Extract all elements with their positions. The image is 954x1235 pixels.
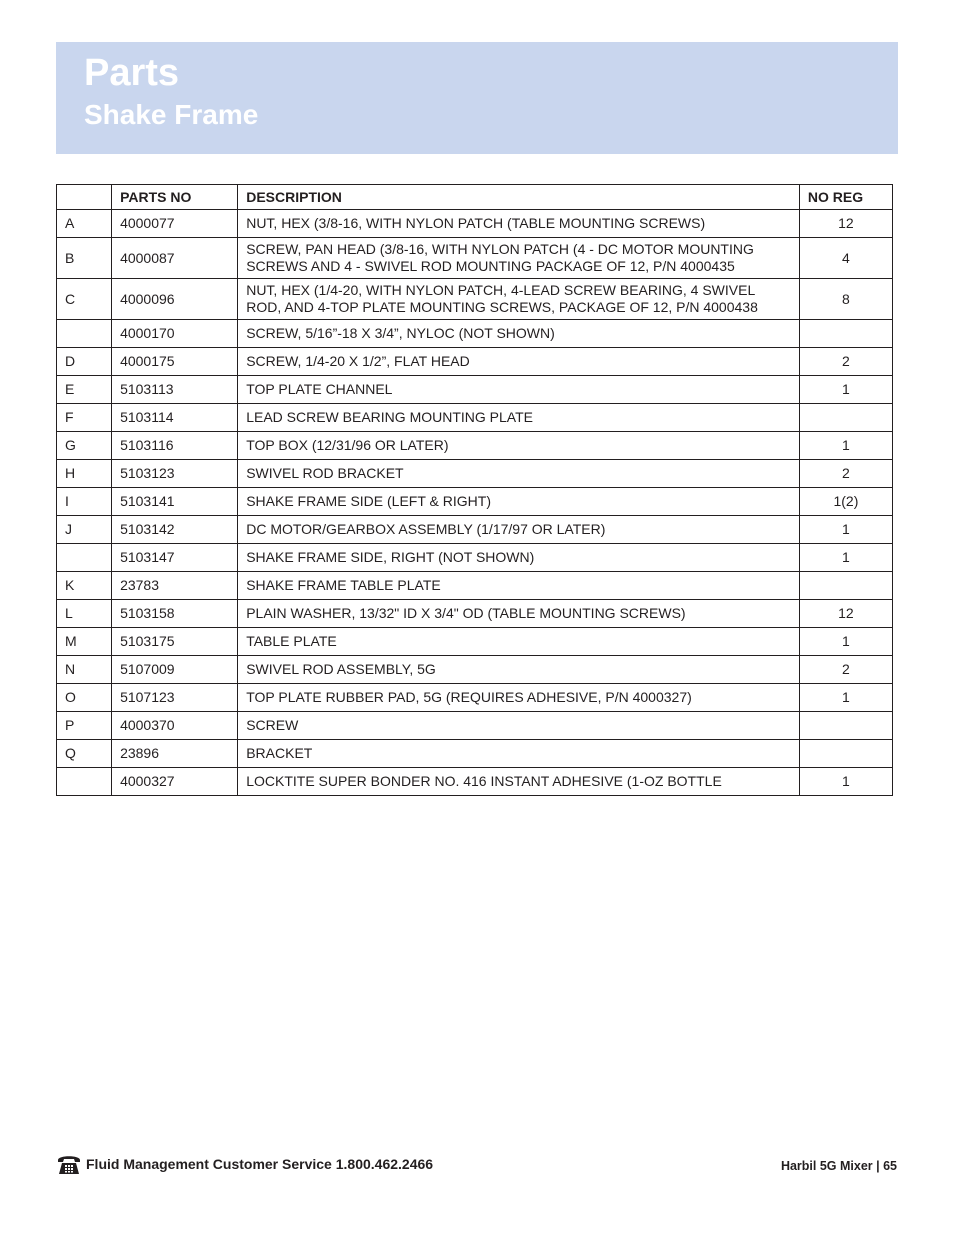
row-qty <box>799 320 892 348</box>
row-part-no: 5103123 <box>112 460 238 488</box>
row-id: O <box>57 684 112 712</box>
row-part-no: 4000170 <box>112 320 238 348</box>
row-qty: 2 <box>799 348 892 376</box>
row-qty <box>799 572 892 600</box>
row-description: LEAD SCREW BEARING MOUNTING PLATE <box>238 404 800 432</box>
row-description: TABLE PLATE <box>238 628 800 656</box>
row-description: SHAKE FRAME TABLE PLATE <box>238 572 800 600</box>
column-header-parts-no: PARTS NO <box>112 185 238 210</box>
row-qty: 1 <box>799 544 892 572</box>
table-row <box>57 348 893 376</box>
table-row <box>57 210 893 238</box>
row-part-no: 4000077 <box>112 210 238 238</box>
table-row <box>57 376 893 404</box>
row-part-no: 4000327 <box>112 768 238 796</box>
row-qty: 1 <box>799 684 892 712</box>
telephone-icon <box>56 1153 82 1175</box>
row-id: Q <box>57 740 112 768</box>
row-part-no: 5103158 <box>112 600 238 628</box>
row-qty: 12 <box>799 210 892 238</box>
row-description: SCREW, 1/4-20 X 1/2”, FLAT HEAD <box>238 348 800 376</box>
row-qty <box>799 740 892 768</box>
row-description: TOP PLATE RUBBER PAD, 5G (REQUIRES ADHESIVE, P/N 4000327) <box>238 684 800 712</box>
row-id: A <box>57 210 112 238</box>
row-qty: 12 <box>799 600 892 628</box>
row-description: NUT, HEX (3/8-16, WITH NYLON PATCH (TABLE MOUNTING SCREWS) <box>238 210 800 238</box>
row-qty: 2 <box>799 656 892 684</box>
table-row <box>57 628 893 656</box>
row-part-no: 5103141 <box>112 488 238 516</box>
row-id: I <box>57 488 112 516</box>
table-row <box>57 768 893 796</box>
table-row <box>57 279 893 320</box>
row-id <box>57 544 112 572</box>
row-id: G <box>57 432 112 460</box>
row-part-no: 5107123 <box>112 684 238 712</box>
table-row <box>57 600 893 628</box>
row-id: J <box>57 516 112 544</box>
row-description: SCREW, PAN HEAD (3/8-16, WITH NYLON PATCH (4 - DC MOTOR MOUNTING SCREWS AND 4 - SWIVEL ROD MOUNTING PACKAGE OF 12, P/N 4000435 <box>238 238 800 279</box>
row-qty: 1 <box>799 768 892 796</box>
table-row <box>57 544 893 572</box>
row-description: NUT, HEX (1/4-20, WITH NYLON PATCH, 4-LEAD SCREW BEARING, 4 SWIVEL ROD, AND 4-TOP PLATE MOUNTING SCREWS, PACKAGE OF 12, P/N 4000438 <box>238 279 800 320</box>
row-description: TOP PLATE CHANNEL <box>238 376 800 404</box>
table-row <box>57 740 893 768</box>
row-part-no: 5103114 <box>112 404 238 432</box>
row-description: SCREW, 5/16”-18 X 3/4”, NYLOC (NOT SHOWN) <box>238 320 800 348</box>
column-header-no-reg: NO REG <box>799 185 892 210</box>
row-qty <box>799 404 892 432</box>
page-subtitle: Shake Frame <box>84 99 259 130</box>
row-part-no: 23783 <box>112 572 238 600</box>
row-description: SCREW <box>238 712 800 740</box>
table-row <box>57 238 893 279</box>
row-id: M <box>57 628 112 656</box>
table-row <box>57 460 893 488</box>
row-qty: 1 <box>799 376 892 404</box>
row-part-no: 5107009 <box>112 656 238 684</box>
table-row <box>57 516 893 544</box>
table-row <box>57 572 893 600</box>
row-description: LOCKTITE SUPER BONDER NO. 416 INSTANT ADHESIVE (1-OZ BOTTLE <box>238 768 800 796</box>
row-description: BRACKET <box>238 740 800 768</box>
row-id: F <box>57 404 112 432</box>
row-id: H <box>57 460 112 488</box>
page-title: Parts <box>84 52 180 94</box>
table-row <box>57 432 893 460</box>
row-part-no: 5103147 <box>112 544 238 572</box>
row-part-no: 23896 <box>112 740 238 768</box>
row-description: DC MOTOR/GEARBOX ASSEMBLY (1/17/97 OR LATER) <box>238 516 800 544</box>
row-id: D <box>57 348 112 376</box>
row-qty: 2 <box>799 460 892 488</box>
table-row <box>57 712 893 740</box>
row-part-no: 5103116 <box>112 432 238 460</box>
column-header-description: DESCRIPTION <box>238 185 800 210</box>
row-part-no: 5103142 <box>112 516 238 544</box>
row-id: E <box>57 376 112 404</box>
footer-customer-service <box>56 1153 433 1175</box>
row-description: SWIVEL ROD BRACKET <box>238 460 800 488</box>
row-part-no: 5103175 <box>112 628 238 656</box>
row-qty: 4 <box>799 238 892 279</box>
row-qty: 1 <box>799 516 892 544</box>
row-description: TOP BOX (12/31/96 OR LATER) <box>238 432 800 460</box>
table-header-row <box>57 185 893 210</box>
row-part-no: 4000096 <box>112 279 238 320</box>
row-part-no: 4000370 <box>112 712 238 740</box>
row-id: K <box>57 572 112 600</box>
row-description: SHAKE FRAME SIDE, RIGHT (NOT SHOWN) <box>238 544 800 572</box>
row-qty: 1(2) <box>799 488 892 516</box>
row-description: SHAKE FRAME SIDE (LEFT & RIGHT) <box>238 488 800 516</box>
table-row <box>57 488 893 516</box>
customer-service-text: Fluid Management Customer Service 1.800.462.2466 <box>86 1156 434 1172</box>
row-qty: 8 <box>799 279 892 320</box>
table-row <box>57 656 893 684</box>
row-part-no: 5103113 <box>112 376 238 404</box>
header-band <box>56 42 898 154</box>
row-qty <box>799 712 892 740</box>
row-id: C <box>57 279 112 320</box>
row-qty: 1 <box>799 628 892 656</box>
row-id <box>57 320 112 348</box>
row-part-no: 4000087 <box>112 238 238 279</box>
table-row <box>57 404 893 432</box>
row-id: N <box>57 656 112 684</box>
table-row <box>57 320 893 348</box>
page-number-label: Harbil 5G Mixer | 65 <box>780 1159 897 1173</box>
row-id: B <box>57 238 112 279</box>
row-qty: 1 <box>799 432 892 460</box>
table-row <box>57 684 893 712</box>
row-description: SWIVEL ROD ASSEMBLY, 5G <box>238 656 800 684</box>
column-header-id <box>57 185 112 210</box>
row-id: L <box>57 600 112 628</box>
row-id <box>57 768 112 796</box>
row-id: P <box>57 712 112 740</box>
row-description: PLAIN WASHER, 13/32" ID X 3/4" OD (TABLE MOUNTING SCREWS) <box>238 600 800 628</box>
parts-table <box>56 184 893 796</box>
row-part-no: 4000175 <box>112 348 238 376</box>
